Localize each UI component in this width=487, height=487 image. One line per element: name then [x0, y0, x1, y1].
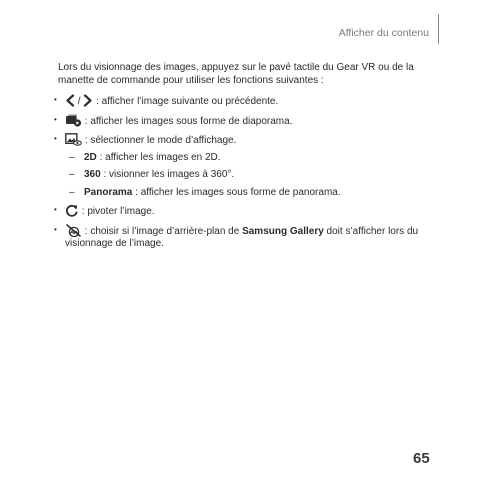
app-name: Samsung Gallery	[242, 225, 324, 237]
option-term: 360	[84, 169, 101, 180]
slideshow-icon	[65, 114, 82, 127]
dash-marker: –	[69, 186, 75, 198]
header-title: Afficher du contenu	[338, 27, 429, 39]
list-item-background	[58, 224, 433, 251]
header-divider	[438, 14, 439, 44]
sub-item-360	[65, 169, 433, 182]
icon-separator: /	[75, 96, 84, 107]
chevron-right-icon	[83, 94, 93, 107]
dash-marker: –	[69, 169, 75, 180]
view-mode-options	[65, 152, 433, 200]
item-text: doit s’afficher lors du visionnage de l’image.	[65, 225, 419, 249]
item-text: : afficher les images sous forme de diaporama.	[82, 115, 293, 127]
sub-item-2d	[65, 152, 433, 165]
page-number: 65	[413, 450, 430, 467]
view-mode-icon	[65, 133, 82, 146]
content	[58, 62, 433, 256]
list-item-navigate	[58, 94, 433, 109]
item-text: : afficher l’image suivante ou précédente.	[93, 96, 279, 107]
option-text: : afficher les images en 2D.	[96, 151, 221, 163]
feature-list	[58, 94, 433, 251]
item-text: : sélectionner le mode d’affichage.	[82, 135, 237, 146]
sub-item-panorama	[65, 187, 433, 200]
option-term: Panorama	[84, 186, 133, 198]
option-term: 2D	[84, 151, 97, 163]
option-text: : afficher les images sous forme de panorama.	[132, 186, 341, 198]
intro-paragraph: Lors du visionnage des images, appuyez sur le pavé tactile du Gear VR ou de la manette de commande pour utiliser les fonctions suivantes :	[58, 62, 414, 86]
chevron-left-icon	[65, 94, 75, 107]
background-icon	[65, 224, 82, 237]
rotate-icon	[65, 204, 79, 217]
option-text: : visionner les images à 360°.	[100, 169, 235, 180]
list-item-rotate	[58, 204, 433, 219]
list-item-slideshow	[58, 114, 433, 129]
dash-marker: –	[69, 151, 75, 163]
item-text: : pivoter l’image.	[79, 206, 155, 217]
item-text: : choisir si l’image d’arrière-plan de	[82, 225, 243, 237]
list-item-view-mode	[58, 133, 433, 199]
